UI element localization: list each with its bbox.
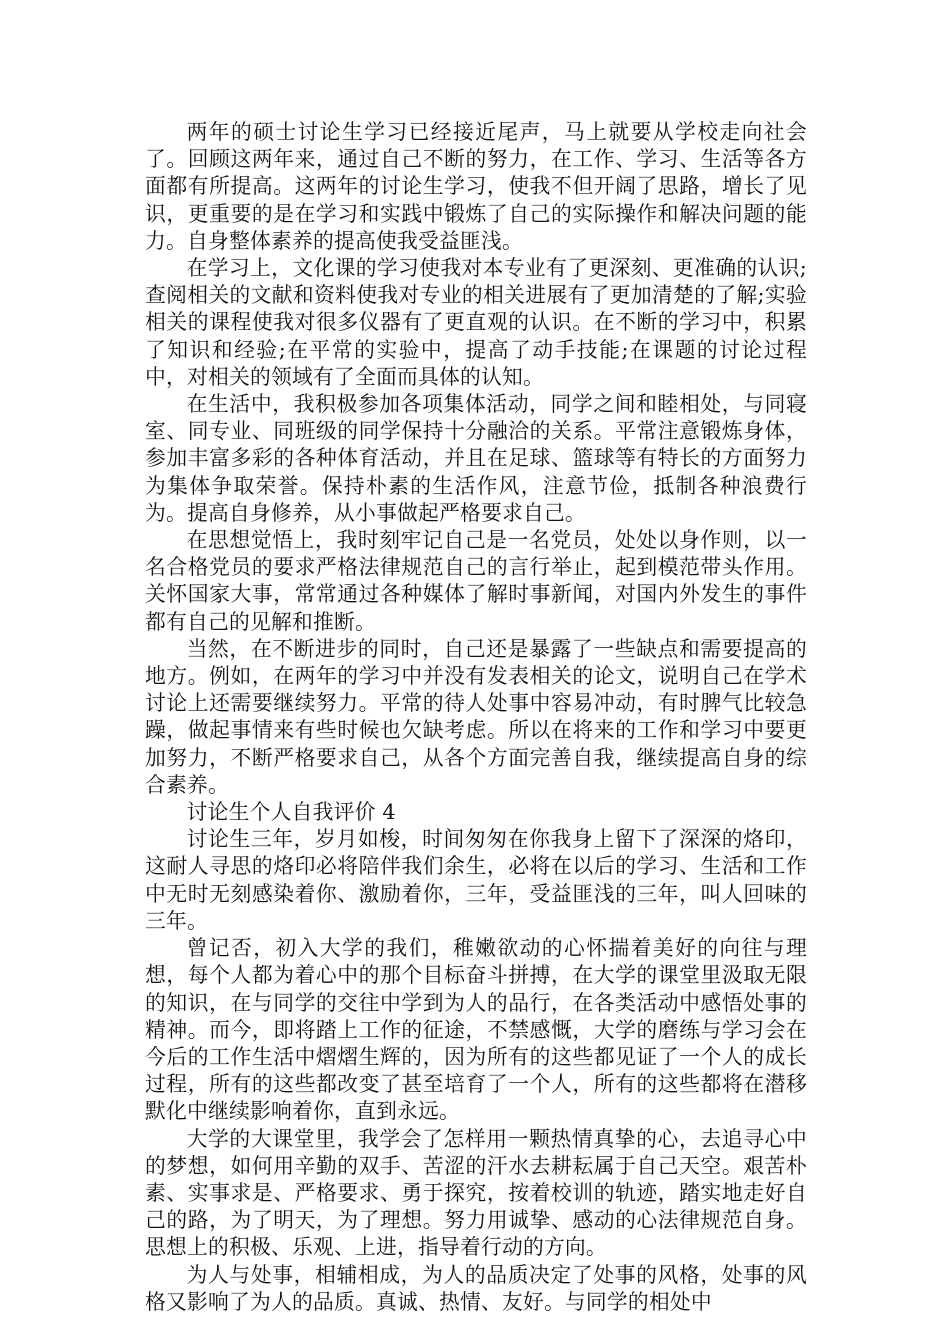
paragraph-ideology: 在思想觉悟上，我时刻牢记自己是一名党员，处处以身作则，以一名合格党员的要求严格法律规范自己的言行举止，起到模范带头作用。关怀国家大事，常常通过各种媒体了解时事新闻，对国内外发生的事件都有自己的见解和推断。 [145,528,807,634]
paragraph-summary: 两年的硕士讨论生学习已经接近尾声，马上就要从学校走向社会了。回顾这两年来，通过自己不断的努力，在工作、学习、生活等各方面都有所提高。这两年的讨论生学习，使我不但开阔了思路，增长了见识，更重要的是在学习和实践中锻炼了自己的实际操作和解决问题的能力。自身整体素养的提高使我受益匪浅。 [145,120,807,253]
paragraph-memories: 曾记否，初入大学的我们，稚嫩欲动的心怀揣着美好的向往与理想，每个人都为着心中的那个目标奋斗拼搏，在大学的课堂里汲取无限的知识，在与同学的交往中学到为人的品行，在各类活动中感悟处事的精神。而今，即将踏上工作的征途，不禁感慨，大学的磨练与学习会在今后的工作生活中熠熠生辉的，因为所有的这些都见证了一个人的成长过程，所有的这些都改变了甚至培育了一个人，所有的这些都将在潜移默化中继续影响着你，直到永远。 [145,936,807,1124]
paragraph-conduct: 为人与处事，相辅相成，为人的品质决定了处事的风格，处事的风格又影响了为人的品质。真诚、热情、友好。与同学的相处中 [145,1262,807,1314]
paragraph-classroom: 大学的大课堂里，我学会了怎样用一颗热情真挚的心，去追寻心中的梦想，如何用辛勤的双手、苦涩的汗水去耕耘属于自己天空。艰苦朴素、实事求是、严格要求、勇于探究，按着校训的轨迹，踏实地走好自己的路，为了明天，为了理想。努力用诚挚、感动的心法律规范自身。思想上的积极、乐观、上进，指导着行动的方向。 [145,1126,807,1260]
document-page [145,119,807,1316]
paragraph-life: 在生活中，我积极参加各项集体活动，同学之间和睦相处，与同寝室、同专业、同班级的同学保持十分融洽的关系。平常注意锻炼身体，参加丰富多彩的各种体育活动，并且在足球、篮球等有特长的方面努力为集体争取荣誉。保持朴素的生活作风，注意节俭，抵制各种浪费行为。提高自身修养，从小事做起严格要求自己。 [145,392,807,525]
paragraph-three-years: 讨论生三年，岁月如梭，时间匆匆在你我身上留下了深深的烙印，这耐人寻思的烙印必将陪伴我们余生，必将在以后的学习、生活和工作中无时无刻感染着你、激励着你，三年，受益匪浅的三年，叫人回味的三年。 [145,827,807,933]
paragraph-study: 在学习上，文化课的学习使我对本专业有了更深刻、更准确的认识;查阅相关的文献和资料使我对专业的相关进展有了更加清楚的了解;实验相关的课程使我对很多仪器有了更直观的认识。在不断的学习中，积累了知识和经验;在平常的实验中，提高了动手技能;在课题的讨论过程中，对相关的领域有了全面而具体的认知。 [145,256,807,389]
section-heading: 讨论生个人自我评价 4 [186,800,396,825]
paragraph-shortcomings: 当然，在不断进步的同时，自己还是暴露了一些缺点和需要提高的地方。例如，在两年的学习中并没有发表相关的论文，说明自己在学术讨论上还需要继续努力。平常的待人处事中容易冲动，有时脾气比较急躁，做起事情来有些时候也欠缺考虑。所以在将来的工作和学习中要更加努力，不断严格要求自己，从各个方面完善自我，继续提高自身的综合素养。 [145,636,807,797]
